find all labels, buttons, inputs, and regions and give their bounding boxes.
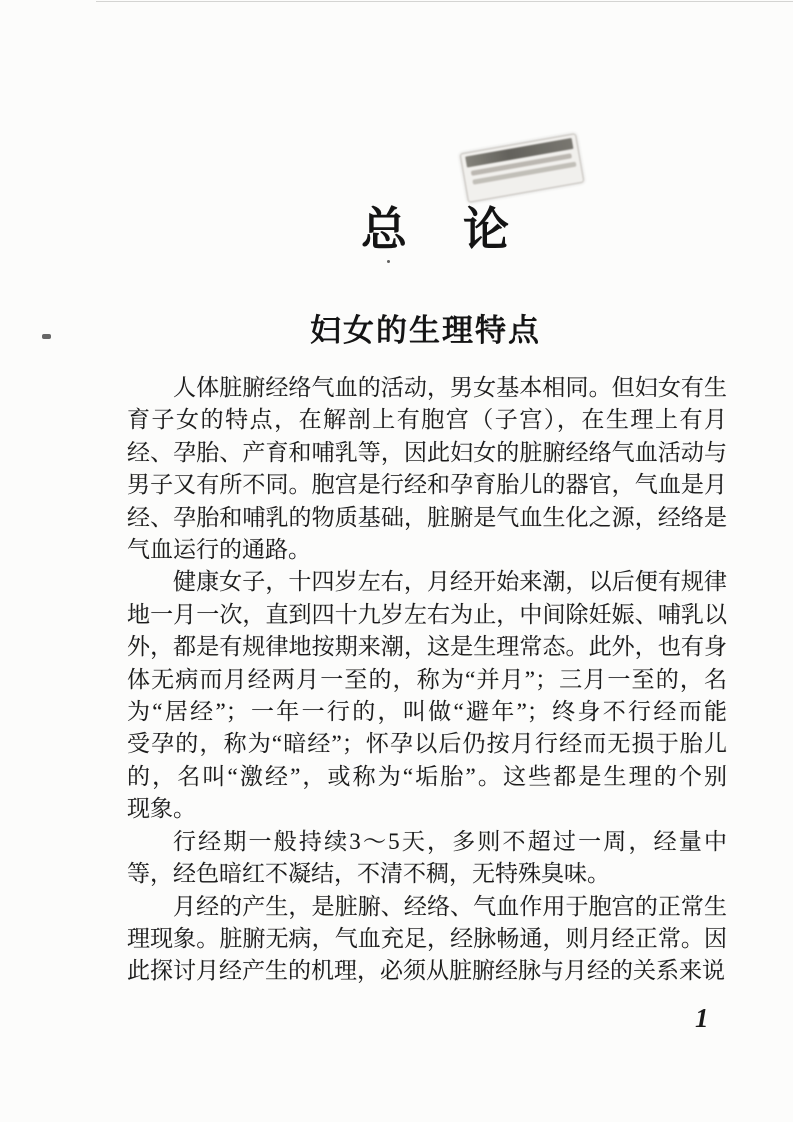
text-line: 经、孕胎和哺乳的物质基础，脏腑是气血生化之源，经络是 [127,504,727,530]
section-heading: 妇女的生理特点 [310,313,541,348]
text-line: 气血运行的通路。 [127,537,311,563]
text-line: 地一月一次，直到四十九岁左右为止，中间除妊娠、哺乳以 [127,601,727,627]
text-line: 的，名叫“激经”，或称为“垢胎”。这些都是生理的个别 [127,763,727,789]
chapter-title: 总 论 [361,203,514,255]
text-line: 受孕的，称为“暗经”；怀孕以后仍按月行经而无损于胎儿 [127,731,727,757]
text-line: 人体脏腑经络气血的活动，男女基本相同。但妇女有生 [173,375,727,400]
scan-edge-artifact [96,1,793,2]
text-line: 男子又有所不同。胞宫是行经和孕育胎儿的器官，气血是月 [127,472,727,498]
text-line: 此探讨月经产生的机理，必须从脏腑经脉与月经的关系来说 [127,958,725,984]
library-stamp [460,133,585,203]
body-text [127,372,727,988]
text-line: 等，经色暗红不凝结，不清不稠，无特殊臭味。 [127,861,610,887]
text-line: 健康女子，十四岁左右，月经开始来潮，以后便有规律 [173,569,727,595]
text-line: 外，都是有规律地按期来潮，这是生理常态。此外，也有身 [127,634,727,660]
text-line: 月经的产生，是脏腑、经络、气血作用于胞宫的正常生 [173,893,727,919]
ink-speckle [42,334,51,339]
text-line: 育子女的特点，在解剖上有胞宫（子宫），在生理上有月 [127,407,727,433]
text-line: 为“居经”；一年一行的，叫做“避年”；终身不行经而能 [127,699,727,725]
text-line: 体无病而月经两月一至的，称为“并月”；三月一至的，名 [127,666,727,692]
page-number: 1 [695,1003,709,1033]
ink-speckle [387,260,390,263]
text-line: 行经期一般持续3～5天，多则不超过一周，经量中 [173,828,727,854]
text-line: 经、孕胎、产育和哺乳等，因此妇女的脏腑经络气血活动与 [127,439,727,465]
text-line: 理现象。脏腑无病，气血充足，经脉畅通，则月经正常。因 [127,925,727,951]
text-line: 现象。 [127,796,196,822]
